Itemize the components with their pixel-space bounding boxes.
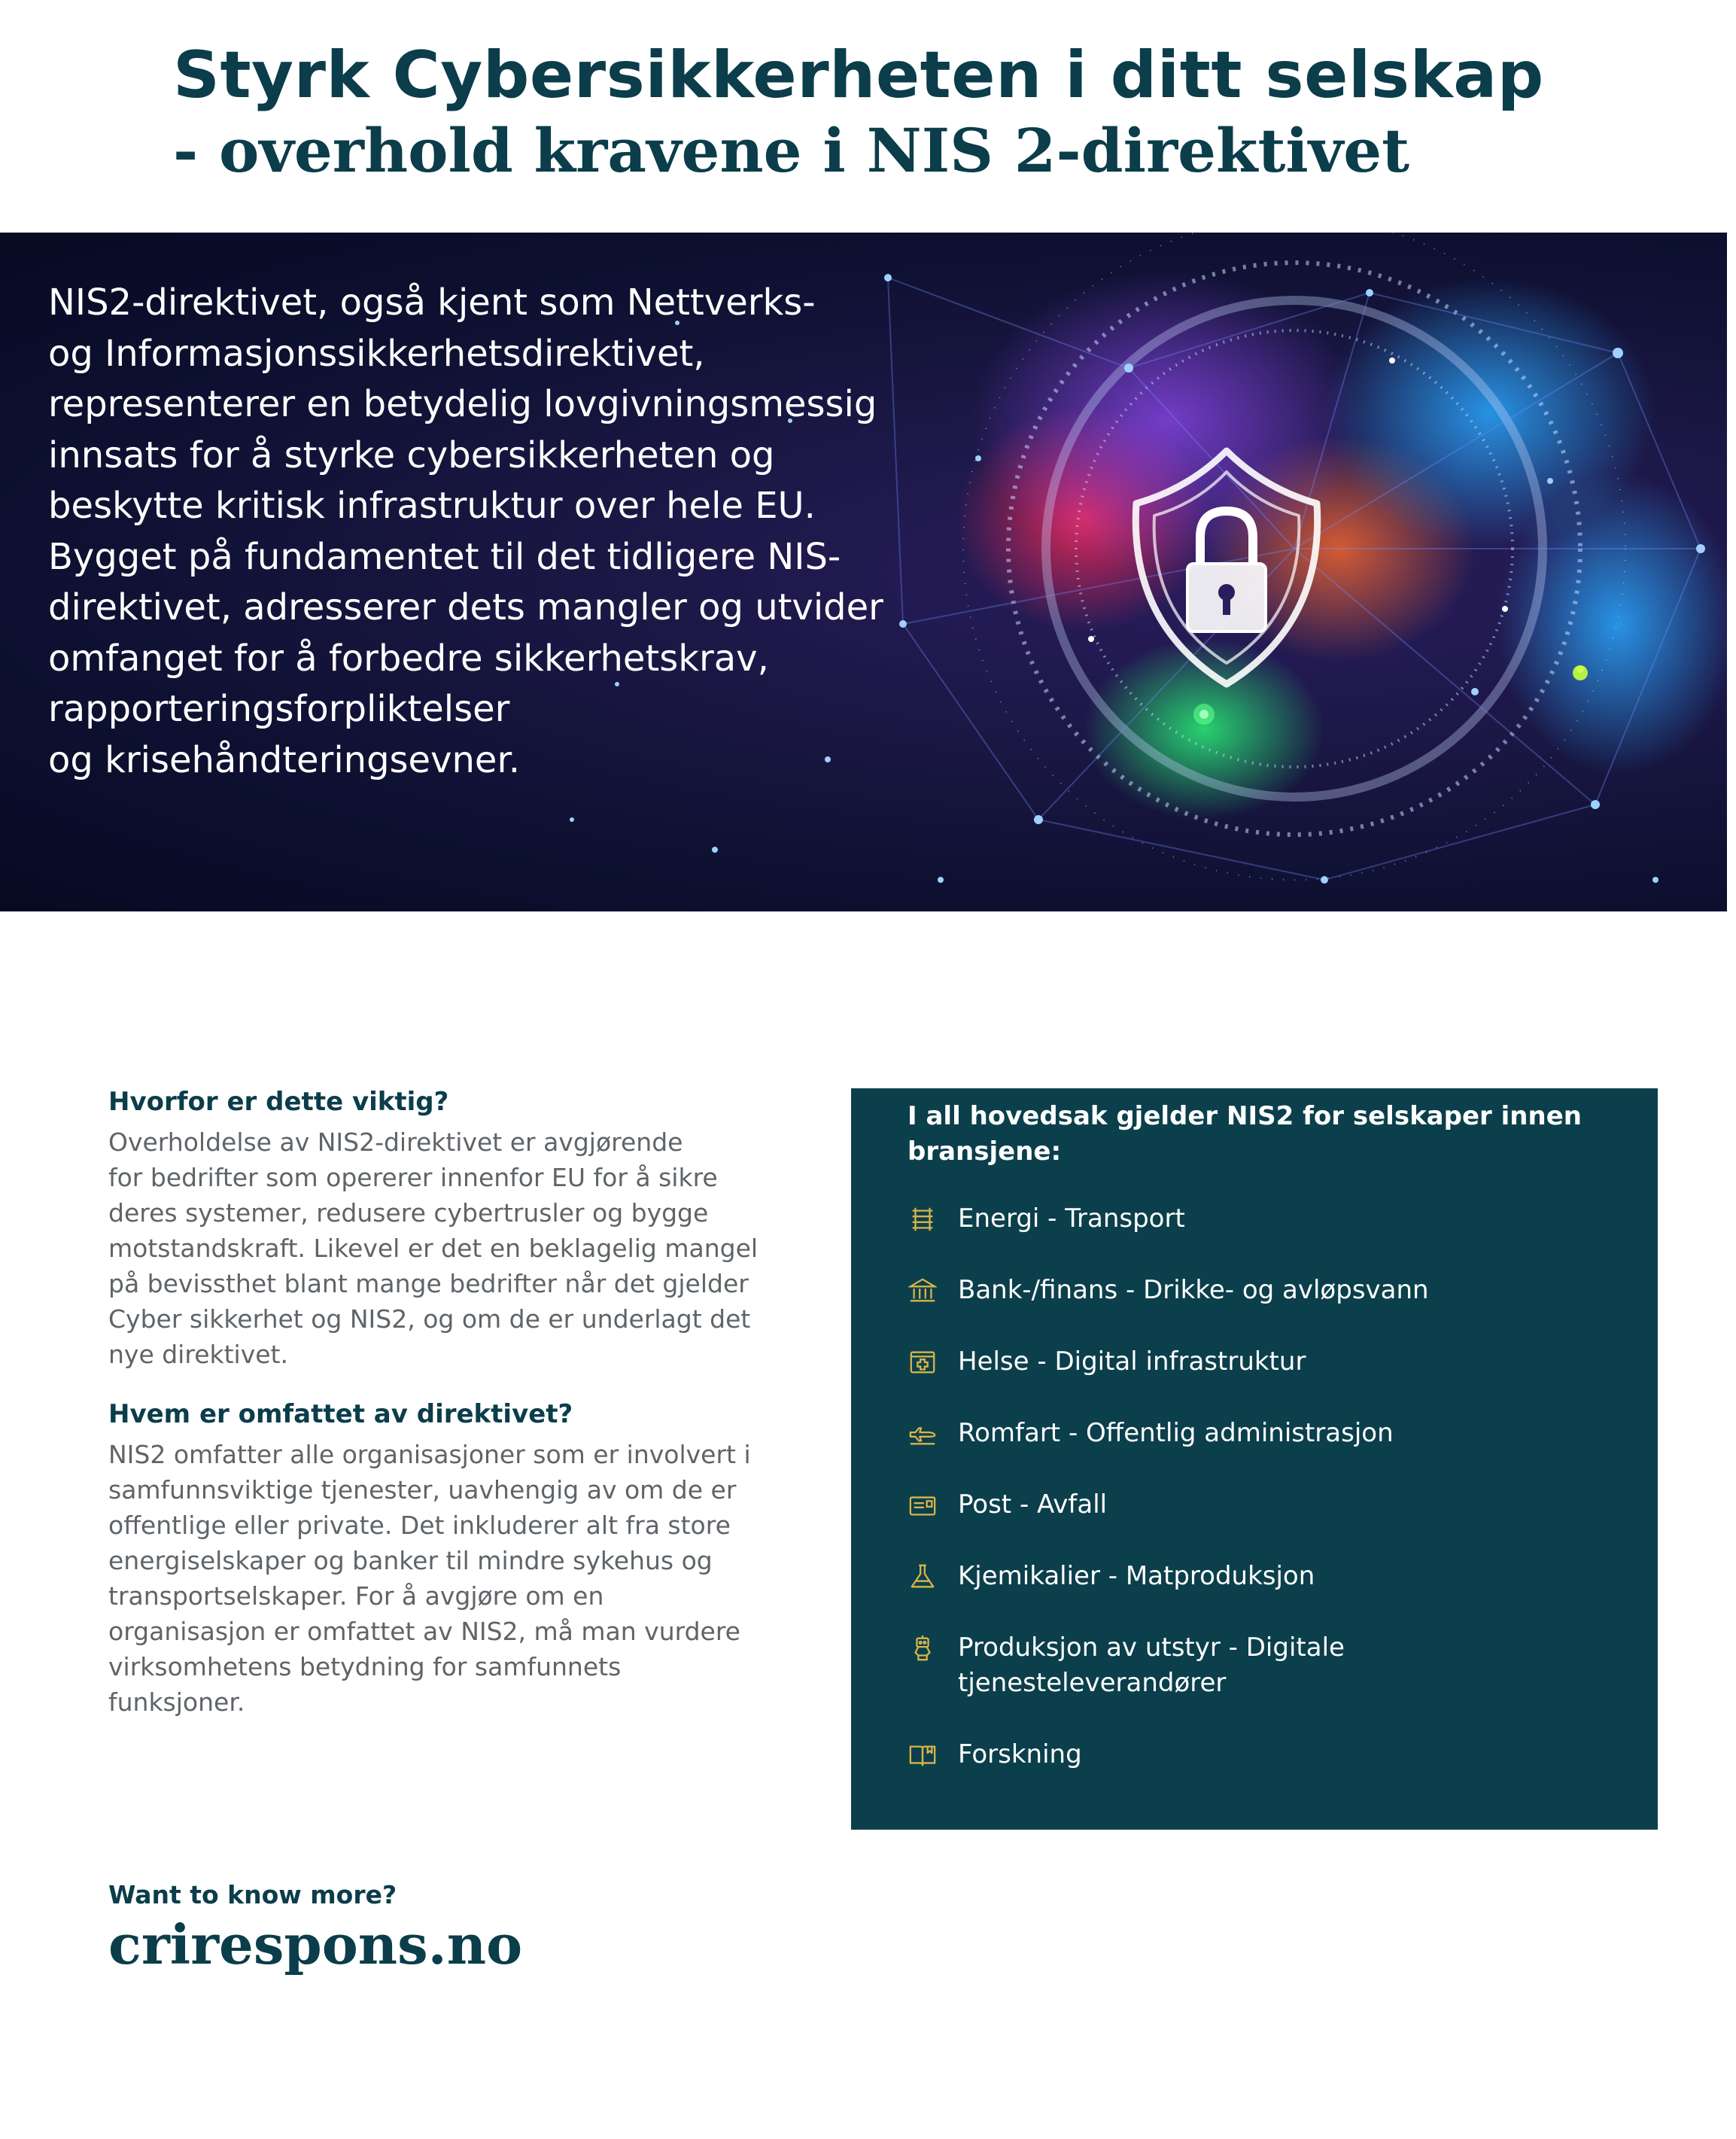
sectors-heading-line: I all hovedsak gjelder NIS2 for selskaper innen [908, 1101, 1582, 1131]
page-title: Styrk Cybersikkerheten i ditt selskap [173, 38, 1544, 113]
sector-item [908, 1487, 1630, 1523]
sector-label-line: Forskning [958, 1739, 1082, 1769]
sector-item [908, 1559, 1630, 1594]
why-line: nye direktivet. [108, 1340, 288, 1370]
hero-line: direktivet, adresserer dets mangler og utvider [48, 586, 883, 628]
hero-line: Bygget på fundamentet til det tidligere NIS- [48, 535, 841, 578]
sectors-heading-line: bransjene: [908, 1136, 1062, 1167]
hero-line: rapporteringsforpliktelser [48, 688, 510, 730]
why-line: på bevissthet blant mange bedrifter når det gjelder [108, 1269, 749, 1299]
sector-item [908, 1201, 1630, 1237]
flask-icon [908, 1562, 938, 1592]
sector-label [958, 1487, 1107, 1523]
who-line: organisasjon er omfattet av NIS2, må man vurdere [108, 1617, 740, 1647]
page-subtitle: - overhold kravene i NIS 2-direktivet [173, 115, 1410, 187]
sector-label-line: tjenesteleverandører [958, 1668, 1227, 1698]
hero-line: og krisehåndteringsevner. [48, 738, 521, 781]
why-line: for bedrifter som opererer innenfor EU for å sikre [108, 1163, 718, 1193]
robot-arm-icon [908, 1633, 938, 1663]
book-icon [908, 1740, 938, 1770]
sector-label-line: Post - Avfall [958, 1489, 1108, 1520]
sector-item [908, 1630, 1630, 1701]
who-line: funksjoner. [108, 1687, 245, 1718]
hero-line: NIS2-direktivet, også kjent som Nettverks- [48, 281, 816, 324]
sector-label-line: Bank-/finans - Drikke- og avløpsvann [958, 1275, 1429, 1305]
page-header [173, 39, 1603, 185]
why-line: Cyber sikkerhet og NIS2, og om de er underlagt det [108, 1304, 751, 1334]
why-line: Overholdelse av NIS2-direktivet er avgjørende [108, 1127, 683, 1158]
sector-label-line: Energi - Transport [958, 1203, 1185, 1234]
hero-line: og Informasjonssikkerhetsdirektivet, [48, 332, 705, 375]
hero-line: beskytte kritisk infrastruktur over hele EU. [48, 485, 816, 527]
info-column [108, 1085, 771, 1720]
sector-label-line: Helse - Digital infrastruktur [958, 1346, 1306, 1377]
sector-label [958, 1201, 1185, 1237]
who-line: energiselskaper og banker til mindre sykehus og [108, 1546, 713, 1576]
hero-line: representerer en betydelig lovgivningsmessig [48, 383, 877, 425]
who-line: virksomhetens betydning for samfunnets [108, 1652, 622, 1682]
sector-label-line: Romfart - Offentlig administrasjon [958, 1418, 1394, 1448]
hero-banner [0, 233, 1727, 911]
sector-label [958, 1559, 1315, 1594]
who-body [108, 1437, 771, 1720]
bank-icon [908, 1276, 938, 1306]
why-line: motstandskraft. Likevel er det en beklagelig mangel [108, 1234, 759, 1264]
medical-cross-icon [908, 1347, 938, 1377]
sectors-panel [851, 1088, 1658, 1830]
who-heading: Hvem er omfattet av direktivet? [108, 1399, 573, 1430]
website-link[interactable]: crirespons.no [108, 1912, 523, 1976]
power-grid-icon [908, 1204, 938, 1234]
sector-label [958, 1416, 1394, 1451]
sector-label-line: Kjemikalier - Matproduksjon [958, 1561, 1315, 1591]
hero-line: omfanget for å forbedre sikkerhetskrav, [48, 637, 769, 680]
sector-label [958, 1273, 1429, 1308]
sector-item [908, 1737, 1630, 1772]
who-line: transportselskaper. For å avgjøre om en [108, 1581, 604, 1611]
airplane-icon [908, 1419, 938, 1449]
who-line: offentlige eller private. Det inkluderer alt fra store [108, 1511, 731, 1541]
footer-cta: Want to know more? [108, 1880, 397, 1909]
why-line: deres systemer, redusere cybertrusler og bygge [108, 1198, 709, 1228]
mail-icon [908, 1490, 938, 1520]
hero-line: innsats for å styrke cybersikkerheten og [48, 434, 775, 476]
sectors-heading [908, 1099, 1600, 1170]
sector-label [958, 1344, 1306, 1380]
sector-label-line: Produksjon av utstyr - Digitale [958, 1632, 1345, 1663]
hero-intro-text [48, 278, 921, 786]
sector-label [958, 1737, 1082, 1772]
footer [108, 1879, 522, 1974]
sector-label [958, 1630, 1345, 1701]
sector-item [908, 1416, 1630, 1451]
sector-item [908, 1344, 1630, 1380]
who-line: samfunnsviktige tjenester, uavhengig av om de er [108, 1475, 737, 1505]
sector-item [908, 1273, 1630, 1308]
who-line: NIS2 omfatter alle organisasjoner som er involvert i [108, 1440, 751, 1470]
why-heading: Hvorfor er dette viktig? [108, 1087, 449, 1117]
why-body [108, 1124, 771, 1372]
